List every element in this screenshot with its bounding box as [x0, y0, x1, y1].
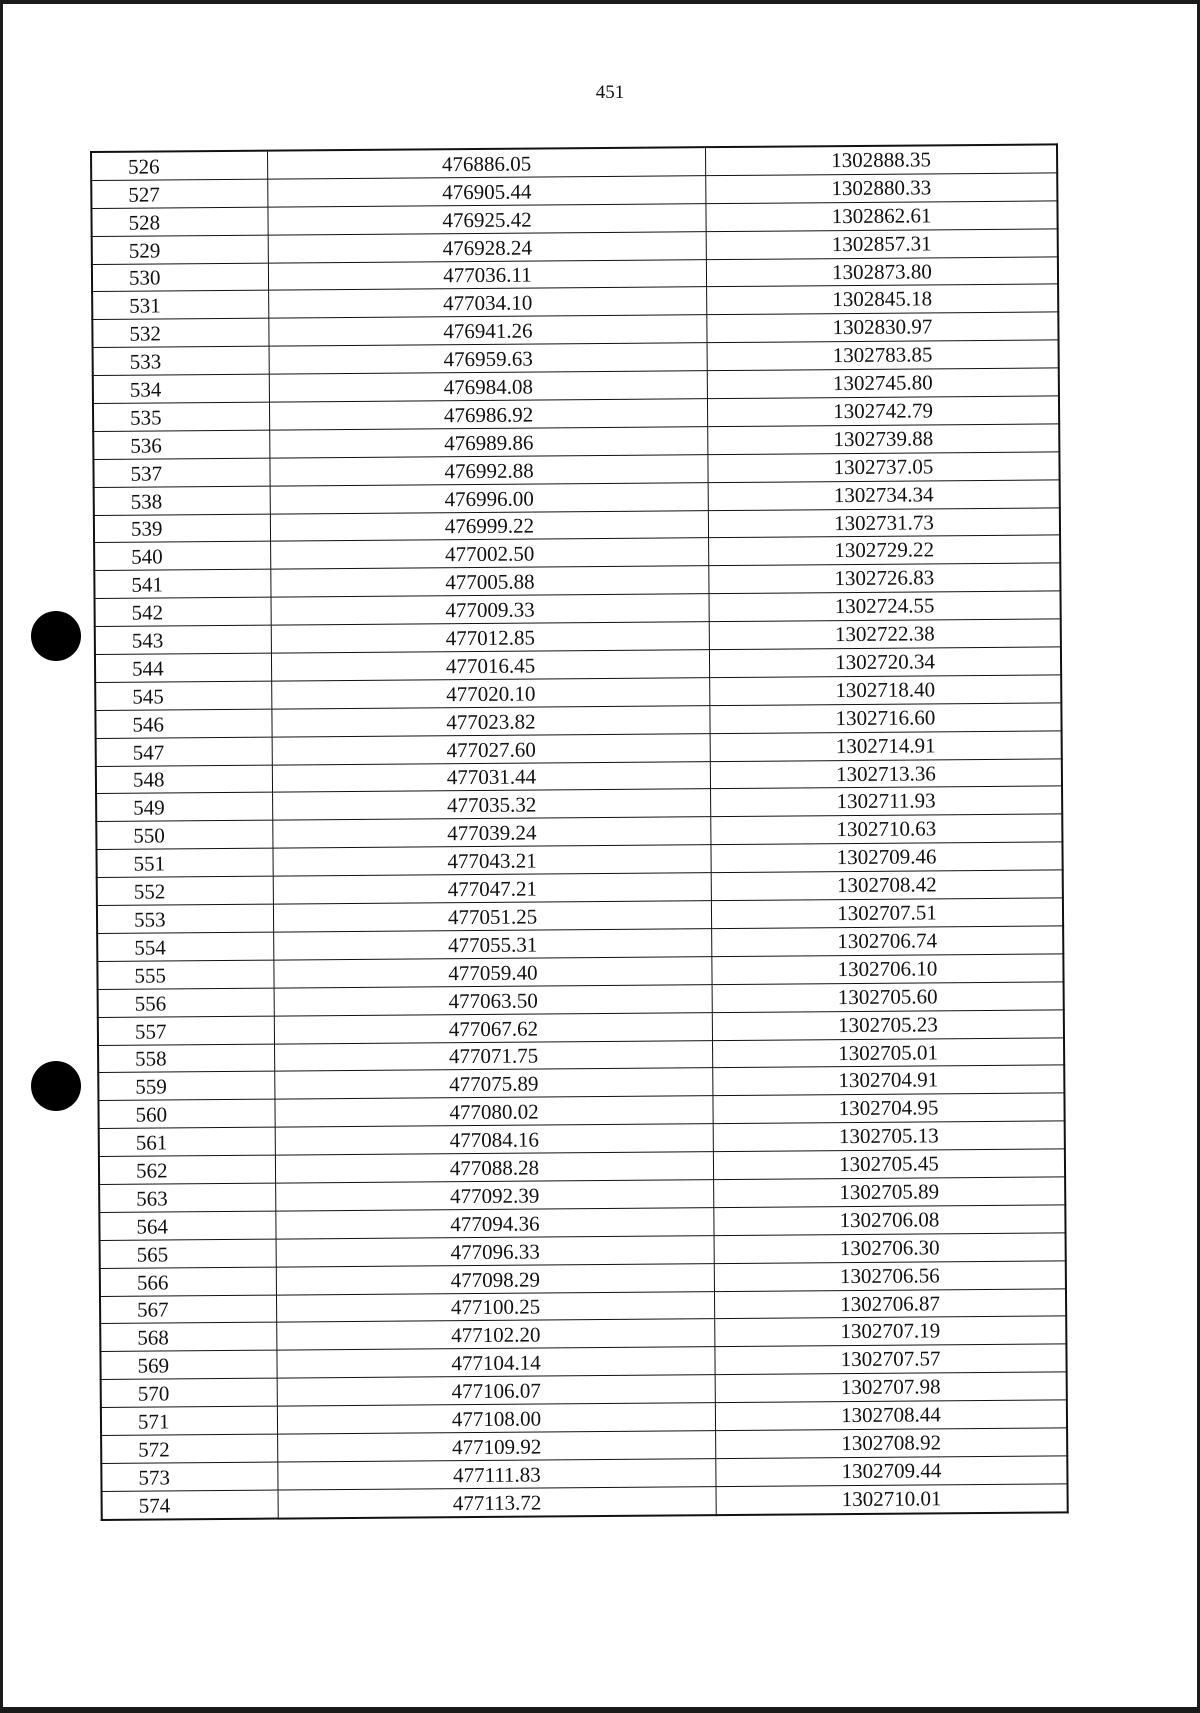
x-coordinate-cell: 477023.82: [272, 705, 710, 736]
point-number-cell: 561: [99, 1127, 276, 1156]
y-coordinate-cell: 1302722.38: [709, 619, 1061, 650]
y-coordinate-cell: 1302707.57: [715, 1344, 1067, 1375]
x-coordinate-cell: 477113.72: [278, 1486, 716, 1518]
x-coordinate-cell: 477106.07: [277, 1375, 715, 1406]
x-coordinate-cell: 477092.39: [276, 1180, 714, 1211]
y-coordinate-cell: 1302742.79: [707, 396, 1059, 427]
point-number-cell: 573: [101, 1462, 278, 1491]
x-coordinate-cell: 477034.10: [269, 287, 707, 318]
point-number-cell: 543: [95, 625, 272, 654]
point-number-cell: 559: [98, 1071, 275, 1100]
point-number-cell: 528: [91, 207, 268, 236]
x-coordinate-cell: 476986.92: [269, 399, 707, 430]
point-number-cell: 550: [96, 820, 273, 849]
point-number-cell: 536: [93, 430, 270, 459]
y-coordinate-cell: 1302704.91: [713, 1065, 1065, 1096]
x-coordinate-cell: 477075.89: [275, 1068, 713, 1099]
y-coordinate-cell: 1302705.89: [714, 1177, 1066, 1208]
y-coordinate-cell: 1302709.44: [716, 1456, 1068, 1487]
point-number-cell: 548: [96, 765, 273, 794]
y-coordinate-cell: 1302706.87: [714, 1288, 1066, 1319]
x-coordinate-cell: 477063.50: [274, 984, 712, 1015]
x-coordinate-cell: 477036.11: [268, 259, 706, 290]
x-coordinate-cell: 477071.75: [275, 1040, 713, 1071]
y-coordinate-cell: 1302705.01: [713, 1037, 1065, 1068]
point-number-cell: 551: [96, 848, 273, 877]
x-coordinate-cell: 477098.29: [276, 1263, 714, 1294]
y-coordinate-cell: 1302830.97: [707, 312, 1059, 343]
y-coordinate-cell: 1302729.22: [709, 535, 1061, 566]
scan-edge-top: [0, 0, 1200, 4]
y-coordinate-cell: 1302731.73: [708, 507, 1060, 538]
y-coordinate-cell: 1302720.34: [709, 647, 1061, 678]
punch-hole-mark: [31, 1061, 81, 1111]
y-coordinate-cell: 1302873.80: [706, 256, 1058, 287]
point-number-cell: 557: [98, 1016, 275, 1045]
point-number-cell: 568: [100, 1322, 277, 1351]
point-number-cell: 553: [97, 904, 274, 933]
point-number-cell: 560: [98, 1099, 275, 1128]
point-number-cell: 567: [100, 1295, 277, 1324]
y-coordinate-cell: 1302716.60: [710, 703, 1062, 734]
punch-hole-mark: [31, 611, 81, 661]
point-number-cell: 572: [101, 1434, 278, 1463]
point-number-cell: 547: [96, 737, 273, 766]
point-number-cell: 527: [91, 179, 268, 208]
y-coordinate-cell: 1302705.45: [713, 1149, 1065, 1180]
x-coordinate-cell: 477059.40: [274, 956, 712, 987]
point-number-cell: 556: [98, 988, 275, 1017]
x-coordinate-cell: 477108.00: [277, 1403, 715, 1434]
point-number-cell: 542: [95, 597, 272, 626]
x-coordinate-cell: 476925.42: [268, 203, 706, 234]
point-number-cell: 535: [93, 402, 270, 431]
scan-edge-bottom: [0, 1707, 1200, 1713]
y-coordinate-cell: 1302745.80: [707, 368, 1059, 399]
y-coordinate-cell: 1302724.55: [709, 591, 1061, 622]
point-number-cell: 533: [93, 346, 270, 375]
y-coordinate-cell: 1302708.92: [716, 1428, 1068, 1459]
point-number-cell: 538: [94, 486, 271, 515]
y-coordinate-cell: 1302705.13: [713, 1121, 1065, 1152]
point-number-cell: 540: [94, 542, 271, 571]
y-coordinate-cell: 1302718.40: [710, 675, 1062, 706]
point-number-cell: 571: [101, 1406, 278, 1435]
x-coordinate-cell: 477100.25: [276, 1291, 714, 1322]
y-coordinate-cell: 1302739.88: [708, 424, 1060, 455]
point-number-cell: 554: [97, 932, 274, 961]
x-coordinate-cell: 477043.21: [273, 845, 711, 876]
x-coordinate-cell: 476928.24: [268, 231, 706, 262]
y-coordinate-cell: 1302705.23: [712, 1009, 1064, 1040]
x-coordinate-cell: 476886.05: [268, 147, 706, 179]
y-coordinate-cell: 1302880.33: [706, 173, 1058, 204]
x-coordinate-cell: 476989.86: [270, 427, 708, 458]
y-coordinate-cell: 1302709.46: [711, 842, 1063, 873]
x-coordinate-cell: 476941.26: [269, 315, 707, 346]
x-coordinate-cell: 477104.14: [277, 1347, 715, 1378]
point-number-cell: 545: [95, 681, 272, 710]
y-coordinate-cell: 1302704.95: [713, 1093, 1065, 1124]
x-coordinate-cell: 477005.88: [271, 566, 709, 597]
y-coordinate-cell: 1302845.18: [707, 284, 1059, 315]
point-number-cell: 539: [94, 514, 271, 543]
x-coordinate-cell: 477102.20: [277, 1319, 715, 1350]
point-number-cell: 532: [92, 318, 269, 347]
y-coordinate-cell: 1302708.44: [715, 1400, 1067, 1431]
coordinates-table: [90, 143, 1069, 1520]
y-coordinate-cell: 1302708.42: [711, 870, 1063, 901]
point-number-cell: 537: [93, 458, 270, 487]
x-coordinate-cell: 477080.02: [275, 1096, 713, 1127]
x-coordinate-cell: 477055.31: [274, 929, 712, 960]
x-coordinate-cell: 477035.32: [273, 789, 711, 820]
scan-edge-left: [0, 0, 3, 1713]
x-coordinate-cell: 477002.50: [271, 538, 709, 569]
y-coordinate-cell: 1302713.36: [710, 758, 1062, 789]
y-coordinate-cell: 1302857.31: [706, 229, 1058, 260]
point-number-cell: 569: [100, 1350, 277, 1379]
x-coordinate-cell: 476996.00: [270, 482, 708, 513]
y-coordinate-cell: 1302706.74: [712, 926, 1064, 957]
x-coordinate-cell: 477031.44: [272, 761, 710, 792]
y-coordinate-cell: 1302707.98: [715, 1372, 1067, 1403]
y-coordinate-cell: 1302714.91: [710, 731, 1062, 762]
y-coordinate-cell: 1302706.56: [714, 1260, 1066, 1291]
y-coordinate-cell: 1302726.83: [709, 563, 1061, 594]
y-coordinate-cell: 1302888.35: [705, 144, 1057, 175]
x-coordinate-cell: 476959.63: [269, 343, 707, 374]
point-number-cell: 558: [98, 1044, 275, 1073]
point-number-cell: 570: [101, 1378, 278, 1407]
y-coordinate-cell: 1302710.01: [716, 1484, 1068, 1515]
y-coordinate-cell: 1302706.30: [714, 1233, 1066, 1264]
x-coordinate-cell: 477047.21: [273, 873, 711, 904]
x-coordinate-cell: 477067.62: [274, 1012, 712, 1043]
point-number-cell: 546: [95, 709, 272, 738]
point-number-cell: 526: [91, 151, 268, 181]
point-number-cell: 564: [99, 1211, 276, 1240]
point-number-cell: 566: [100, 1267, 277, 1296]
y-coordinate-cell: 1302783.85: [707, 340, 1059, 371]
y-coordinate-cell: 1302734.34: [708, 480, 1060, 511]
point-number-cell: 565: [100, 1239, 277, 1268]
y-coordinate-cell: 1302706.10: [712, 954, 1064, 985]
x-coordinate-cell: 476905.44: [268, 176, 706, 207]
point-number-cell: 531: [92, 291, 269, 320]
point-number-cell: 563: [99, 1183, 276, 1212]
x-coordinate-cell: 477012.85: [271, 622, 709, 653]
x-coordinate-cell: 477094.36: [276, 1207, 714, 1238]
x-coordinate-cell: 477109.92: [278, 1431, 716, 1462]
point-number-cell: 544: [95, 653, 272, 682]
x-coordinate-cell: 477020.10: [272, 678, 710, 709]
x-coordinate-cell: 476984.08: [269, 371, 707, 402]
x-coordinate-cell: 476999.22: [270, 510, 708, 541]
x-coordinate-cell: 477051.25: [273, 901, 711, 932]
y-coordinate-cell: 1302706.08: [714, 1205, 1066, 1236]
point-number-cell: 552: [97, 876, 274, 905]
x-coordinate-cell: 477039.24: [273, 817, 711, 848]
point-number-cell: 529: [92, 235, 269, 264]
point-number-cell: 574: [102, 1490, 279, 1520]
x-coordinate-cell: 477084.16: [275, 1124, 713, 1155]
point-number-cell: 555: [97, 960, 274, 989]
x-coordinate-cell: 477027.60: [272, 733, 710, 764]
y-coordinate-cell: 1302737.05: [708, 452, 1060, 483]
y-coordinate-cell: 1302705.60: [712, 982, 1064, 1013]
point-number-cell: 534: [93, 374, 270, 403]
y-coordinate-cell: 1302711.93: [711, 786, 1063, 817]
x-coordinate-cell: 477009.33: [271, 594, 709, 625]
y-coordinate-cell: 1302707.51: [711, 898, 1063, 929]
point-number-cell: 549: [96, 793, 273, 822]
x-coordinate-cell: 477016.45: [271, 650, 709, 681]
y-coordinate-cell: 1302862.61: [706, 201, 1058, 232]
x-coordinate-cell: 477088.28: [275, 1152, 713, 1183]
x-coordinate-cell: 476992.88: [270, 454, 708, 485]
point-number-cell: 562: [99, 1155, 276, 1184]
y-coordinate-cell: 1302710.63: [711, 814, 1063, 845]
x-coordinate-cell: 477096.33: [276, 1235, 714, 1266]
y-coordinate-cell: 1302707.19: [715, 1316, 1067, 1347]
point-number-cell: 541: [94, 569, 271, 598]
x-coordinate-cell: 477111.83: [278, 1458, 716, 1489]
coordinates-table-body: [91, 144, 1068, 1519]
page-number: 451: [595, 82, 625, 103]
point-number-cell: 530: [92, 263, 269, 292]
